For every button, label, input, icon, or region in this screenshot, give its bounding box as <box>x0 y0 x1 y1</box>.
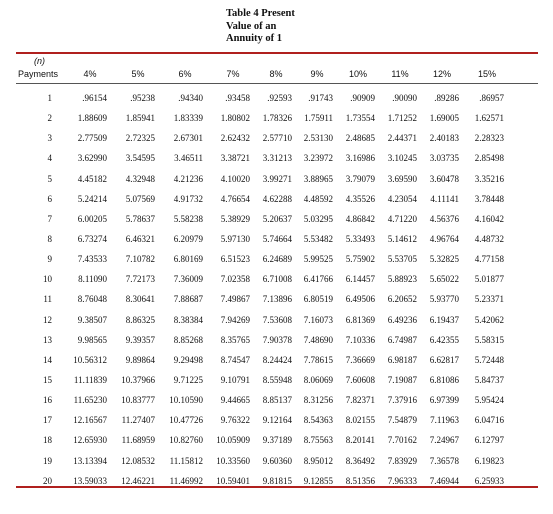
table-cell: 5.42062 <box>474 314 504 325</box>
table-cell: 9.39357 <box>125 334 155 345</box>
table-cell: 4.86842 <box>345 213 375 224</box>
payment-number: 6 <box>47 193 52 204</box>
table-cell: 10.47726 <box>169 415 203 426</box>
header-rate-11: 11% <box>391 69 409 79</box>
table-cell: 7.16073 <box>303 314 333 325</box>
table-cell: 6.80169 <box>173 254 203 265</box>
table-cell: 6.12797 <box>474 435 504 446</box>
payment-number: 17 <box>43 415 52 426</box>
header-rate-6: 6% <box>178 69 192 79</box>
table-cell: 1.83339 <box>173 113 203 124</box>
table-row <box>16 310 504 330</box>
table-cell: .95238 <box>130 93 155 104</box>
table-cell: 5.58315 <box>474 334 504 345</box>
table-row <box>16 148 504 168</box>
table-cell: 11.46992 <box>169 475 203 486</box>
table-cell: 6.42355 <box>429 334 459 345</box>
table-cell: 1.88609 <box>77 113 107 124</box>
table-cell: 9.10791 <box>220 375 250 386</box>
table-cell: 5.97130 <box>220 234 250 245</box>
table-cell: 7.54879 <box>387 415 417 426</box>
table-cell: 7.10782 <box>125 254 155 265</box>
n-label: (n) <box>34 56 45 66</box>
table-cell: 6.00205 <box>77 213 107 224</box>
title-line-1: Table 4 Present <box>226 8 295 19</box>
table-cell: 2.72325 <box>125 133 155 144</box>
top-rule <box>16 52 538 54</box>
header-rate-5: 5% <box>131 69 145 79</box>
table-cell: .94340 <box>178 93 203 104</box>
table-cell: 1.80802 <box>220 113 250 124</box>
table-cell: 8.36492 <box>345 455 375 466</box>
table-cell: 6.04716 <box>474 415 504 426</box>
header-payments: Payments <box>18 69 59 79</box>
table-cell: 5.01877 <box>474 274 504 285</box>
payment-number: 8 <box>47 234 52 245</box>
table-cell: 6.97399 <box>429 395 459 406</box>
table-cell: 1.78326 <box>262 113 292 124</box>
header-rate-10: 10% <box>348 69 367 79</box>
table-cell: 8.11090 <box>78 274 107 285</box>
payment-number: 4 <box>47 153 52 164</box>
table-cell: 7.70162 <box>387 435 417 446</box>
payment-number: 2 <box>47 113 52 124</box>
table-cell: 5.95424 <box>474 395 504 406</box>
table-cell: 11.15812 <box>169 455 203 466</box>
payment-number: 16 <box>43 395 52 406</box>
table-cell: .90090 <box>392 93 417 104</box>
table-row <box>16 451 504 471</box>
table-cell: 8.86325 <box>125 314 155 325</box>
table-cell: 11.68959 <box>121 435 155 446</box>
table-cell: 2.53130 <box>303 133 333 144</box>
table-cell: 5.20637 <box>262 213 292 224</box>
table-cell: 10.37966 <box>121 375 155 386</box>
table-cell: 8.24424 <box>262 354 292 365</box>
table-cell: 5.88923 <box>387 274 417 285</box>
table-cell: 2.57710 <box>262 133 292 144</box>
table-row <box>16 229 504 249</box>
payment-number: 12 <box>43 314 52 325</box>
table-cell: 5.14612 <box>387 234 417 245</box>
table-cell: 8.20141 <box>345 435 375 446</box>
table-cell: 6.20979 <box>173 234 203 245</box>
table-cell: 7.49867 <box>220 294 250 305</box>
table-cell: 5.33493 <box>345 234 375 245</box>
table-cell: 7.90378 <box>262 334 292 345</box>
table-cell: 4.48592 <box>303 193 333 204</box>
table-cell: 10.10590 <box>169 395 203 406</box>
table-cell: 8.74547 <box>220 354 250 365</box>
table-row <box>16 249 504 269</box>
table-cell: .92593 <box>267 93 292 104</box>
table-cell: 7.10336 <box>345 334 375 345</box>
payment-number: 9 <box>47 254 52 265</box>
table-cell: 6.41766 <box>303 274 333 285</box>
table-cell: 6.71008 <box>262 274 292 285</box>
table-cell: 6.20652 <box>387 294 417 305</box>
table-cell: 3.16986 <box>345 153 375 164</box>
table-row <box>16 189 504 209</box>
table-cell: 9.44665 <box>220 395 250 406</box>
payment-number: 3 <box>47 133 52 144</box>
table-cell: 10.82760 <box>169 435 203 446</box>
table-cell: 5.03295 <box>303 213 333 224</box>
table-cell: 12.65930 <box>73 435 107 446</box>
payment-number: 13 <box>43 334 52 345</box>
table-cell: 4.16042 <box>474 213 504 224</box>
table-cell: 5.72448 <box>474 354 504 365</box>
table-cell: 7.78615 <box>303 354 333 365</box>
table-cell: 5.74664 <box>262 234 292 245</box>
table-cell: 3.10245 <box>387 153 417 164</box>
table-cell: 4.71220 <box>387 213 417 224</box>
table-cell: 5.75902 <box>345 254 375 265</box>
payment-number: 1 <box>47 93 52 104</box>
table-cell: 13.59033 <box>73 475 107 486</box>
table-cell: 9.12164 <box>262 415 292 426</box>
table-cell: 7.88687 <box>173 294 203 305</box>
table-cell: 7.11963 <box>430 415 459 426</box>
table-cell: 7.48690 <box>303 334 333 345</box>
table-cell: 6.51523 <box>220 254 250 265</box>
payment-number: 5 <box>47 173 52 184</box>
table-cell: 5.23371 <box>474 294 504 305</box>
table-cell: 9.71225 <box>173 375 203 386</box>
table-cell: 10.59401 <box>216 475 250 486</box>
table-cell: 4.91732 <box>173 193 203 204</box>
table-cell: 3.38721 <box>220 153 250 164</box>
table-cell: 6.74987 <box>387 334 417 345</box>
table-cell: .89286 <box>434 93 459 104</box>
table-cell: 6.49236 <box>387 314 417 325</box>
table-cell: 2.44371 <box>387 133 417 144</box>
table-cell: 11.27407 <box>121 415 155 426</box>
table-cell: .96154 <box>82 93 107 104</box>
table-cell: 5.93770 <box>429 294 459 305</box>
table-cell: 6.98187 <box>387 354 417 365</box>
header-rate-8: 8% <box>269 69 283 79</box>
table-cell: 8.85268 <box>173 334 203 345</box>
table-row <box>16 390 504 410</box>
table-cell: .86957 <box>479 93 504 104</box>
table-cell: 10.05909 <box>216 435 250 446</box>
table-cell: 6.73274 <box>77 234 107 245</box>
table-cell: 5.38929 <box>220 213 250 224</box>
table-cell: 7.13896 <box>262 294 292 305</box>
table-cell: 4.62288 <box>262 193 292 204</box>
table-cell: 8.30641 <box>125 294 155 305</box>
table-cell: 7.94269 <box>220 314 250 325</box>
table-cell: 3.46511 <box>174 153 203 164</box>
table-cell: 7.60608 <box>345 375 375 386</box>
table-cell: 4.77158 <box>474 254 504 265</box>
table-cell: 13.13394 <box>73 455 107 466</box>
table-cell: 5.58238 <box>173 213 203 224</box>
table-row <box>16 128 504 148</box>
table-cell: 7.72173 <box>125 274 155 285</box>
table-row <box>16 169 504 189</box>
table-cell: 5.53482 <box>303 234 333 245</box>
table-cell: .93458 <box>225 93 250 104</box>
header-divider <box>16 83 538 84</box>
table-cell: 10.33560 <box>216 455 250 466</box>
table-cell: 7.36669 <box>345 354 375 365</box>
table-cell: 5.07569 <box>125 193 155 204</box>
table-cell: 4.56376 <box>429 213 459 224</box>
table-row <box>16 289 504 309</box>
table-cell: 3.88965 <box>303 173 333 184</box>
table-cell: 8.02155 <box>345 415 375 426</box>
title-line-3: Annuity of 1 <box>226 33 283 44</box>
table-cell: 7.82371 <box>345 395 375 406</box>
table-cell: 2.28323 <box>474 133 504 144</box>
header-rate-12: 12% <box>432 69 451 79</box>
table-cell: 6.81086 <box>429 375 459 386</box>
table-cell: 8.75563 <box>303 435 333 446</box>
table-cell: 7.19087 <box>387 375 417 386</box>
title-line-2: Value of an <box>226 20 277 32</box>
table-cell: 4.10020 <box>220 173 250 184</box>
table-cell: 2.67301 <box>173 133 203 144</box>
table-cell: 9.29498 <box>173 354 203 365</box>
table-cell: 7.37916 <box>387 395 417 406</box>
table-cell: 3.99271 <box>262 173 292 184</box>
table-cell: 8.06069 <box>303 375 333 386</box>
table-cell: 7.36009 <box>173 274 203 285</box>
table-cell: 4.96764 <box>429 234 459 245</box>
payment-number: 7 <box>47 213 52 224</box>
table-cell: .90909 <box>350 93 375 104</box>
table-cell: 9.60360 <box>262 455 292 466</box>
table-cell: 8.35765 <box>220 334 250 345</box>
payment-number: 19 <box>43 455 52 466</box>
table-cell: 6.25933 <box>474 475 504 486</box>
table-cell: 1.71252 <box>387 113 417 124</box>
payment-number: 10 <box>43 274 52 285</box>
table-cell: 1.73554 <box>345 113 375 124</box>
table-cell: 9.37189 <box>262 435 292 446</box>
table-cell: 8.31256 <box>303 395 333 406</box>
table-cell: 4.76654 <box>220 193 250 204</box>
table-cell: 7.02358 <box>220 274 250 285</box>
table-cell: 7.24967 <box>429 435 459 446</box>
table-cell: 1.62571 <box>474 113 504 124</box>
table-cell: 5.78637 <box>125 213 155 224</box>
table-cell: 1.85941 <box>125 113 155 124</box>
table-cell: 3.62990 <box>77 153 107 164</box>
bottom-rule <box>16 486 538 488</box>
table-cell: 8.51356 <box>345 475 375 486</box>
table-cell: 8.38384 <box>173 314 203 325</box>
payment-number: 20 <box>43 475 52 486</box>
table-row <box>16 370 504 390</box>
payment-number: 15 <box>43 375 52 386</box>
table-cell: 3.54595 <box>125 153 155 164</box>
table-row <box>16 209 504 229</box>
table-cell: 8.55948 <box>262 375 292 386</box>
table-cell: 2.85498 <box>474 153 504 164</box>
table-cell: 6.49506 <box>345 294 375 305</box>
table-cell: 2.77509 <box>77 133 107 144</box>
table-cell: 8.76048 <box>77 294 107 305</box>
table-row <box>16 108 504 128</box>
table-cell: 3.78448 <box>474 193 504 204</box>
table-cell: 6.62817 <box>429 354 459 365</box>
table-cell: 5.84737 <box>474 375 504 386</box>
table-cell: 2.48685 <box>345 133 375 144</box>
table-cell: 4.45182 <box>77 173 107 184</box>
table-cell: 2.40183 <box>429 133 459 144</box>
table-row <box>16 350 504 370</box>
table-cell: 4.35526 <box>345 193 375 204</box>
table-cell: 5.53705 <box>387 254 417 265</box>
table-cell: 6.19823 <box>474 455 504 466</box>
table-row <box>16 430 504 450</box>
table-cell: 3.69590 <box>387 173 417 184</box>
table-cell: 7.46944 <box>429 475 459 486</box>
payment-number: 14 <box>43 354 52 365</box>
table-row <box>16 330 504 350</box>
table-cell: 7.53608 <box>262 314 292 325</box>
table-cell: 5.99525 <box>303 254 333 265</box>
table-cell: 3.31213 <box>262 153 292 164</box>
table-cell: 4.21236 <box>173 173 203 184</box>
table-cell: 9.38507 <box>77 314 107 325</box>
table-cell: 3.79079 <box>345 173 375 184</box>
table-cell: 3.35216 <box>474 173 504 184</box>
header-rate-15: 15% <box>477 69 496 79</box>
table-cell: .91743 <box>308 93 333 104</box>
table-cell: 11.11839 <box>73 375 107 386</box>
table-cell: 6.81369 <box>345 314 375 325</box>
table-cell: 12.16567 <box>73 415 107 426</box>
table-row <box>16 269 504 289</box>
table-cell: 8.95012 <box>303 455 333 466</box>
table-row <box>16 410 504 430</box>
table-cell: 5.65022 <box>429 274 459 285</box>
payment-number: 18 <box>43 435 52 446</box>
table-cell: 5.32825 <box>429 254 459 265</box>
table-cell: 9.98565 <box>77 334 107 345</box>
table-cell: 4.23054 <box>387 193 417 204</box>
header-rate-4: 4% <box>83 69 97 79</box>
table-cell: 3.03735 <box>429 153 459 164</box>
table-cell: 3.23972 <box>303 153 333 164</box>
table-cell: 5.24214 <box>77 193 107 204</box>
table-cell: 6.19437 <box>429 314 459 325</box>
header-rate-9: 9% <box>310 69 324 79</box>
table-cell: 9.81815 <box>262 475 292 486</box>
table-cell: 1.69005 <box>429 113 459 124</box>
table-cell: 1.75911 <box>304 113 333 124</box>
table-cell: 7.43533 <box>77 254 107 265</box>
payment-number: 11 <box>43 294 52 305</box>
table-cell: 9.12855 <box>303 475 333 486</box>
table-row <box>16 88 504 108</box>
table-cell: 9.89864 <box>125 354 155 365</box>
table-title <box>226 8 366 46</box>
table-cell: 4.11141 <box>430 193 459 204</box>
table-cell: 8.85137 <box>262 395 292 406</box>
table-cell: 3.60478 <box>429 173 459 184</box>
table-cell: 4.32948 <box>125 173 155 184</box>
table-cell: 8.54363 <box>303 415 333 426</box>
table-cell: 9.76322 <box>220 415 250 426</box>
table-cell: 4.48732 <box>474 234 504 245</box>
header-rate-7: 7% <box>226 69 240 79</box>
table-cell: 2.62432 <box>220 133 250 144</box>
table-cell: 7.36578 <box>429 455 459 466</box>
table-cell: 6.14457 <box>345 274 375 285</box>
table-cell: 12.46221 <box>121 475 155 486</box>
table-cell: 12.08532 <box>121 455 155 466</box>
table-cell: 7.83929 <box>387 455 417 466</box>
table-cell: 11.65230 <box>73 395 107 406</box>
table-cell: 7.96333 <box>387 475 417 486</box>
table-cell: 10.56312 <box>73 354 107 365</box>
table-cell: 6.46321 <box>125 234 155 245</box>
table-cell: 10.83777 <box>121 395 155 406</box>
annuity-table <box>16 88 504 491</box>
table-cell: 6.80519 <box>303 294 333 305</box>
table-cell: 6.24689 <box>262 254 292 265</box>
